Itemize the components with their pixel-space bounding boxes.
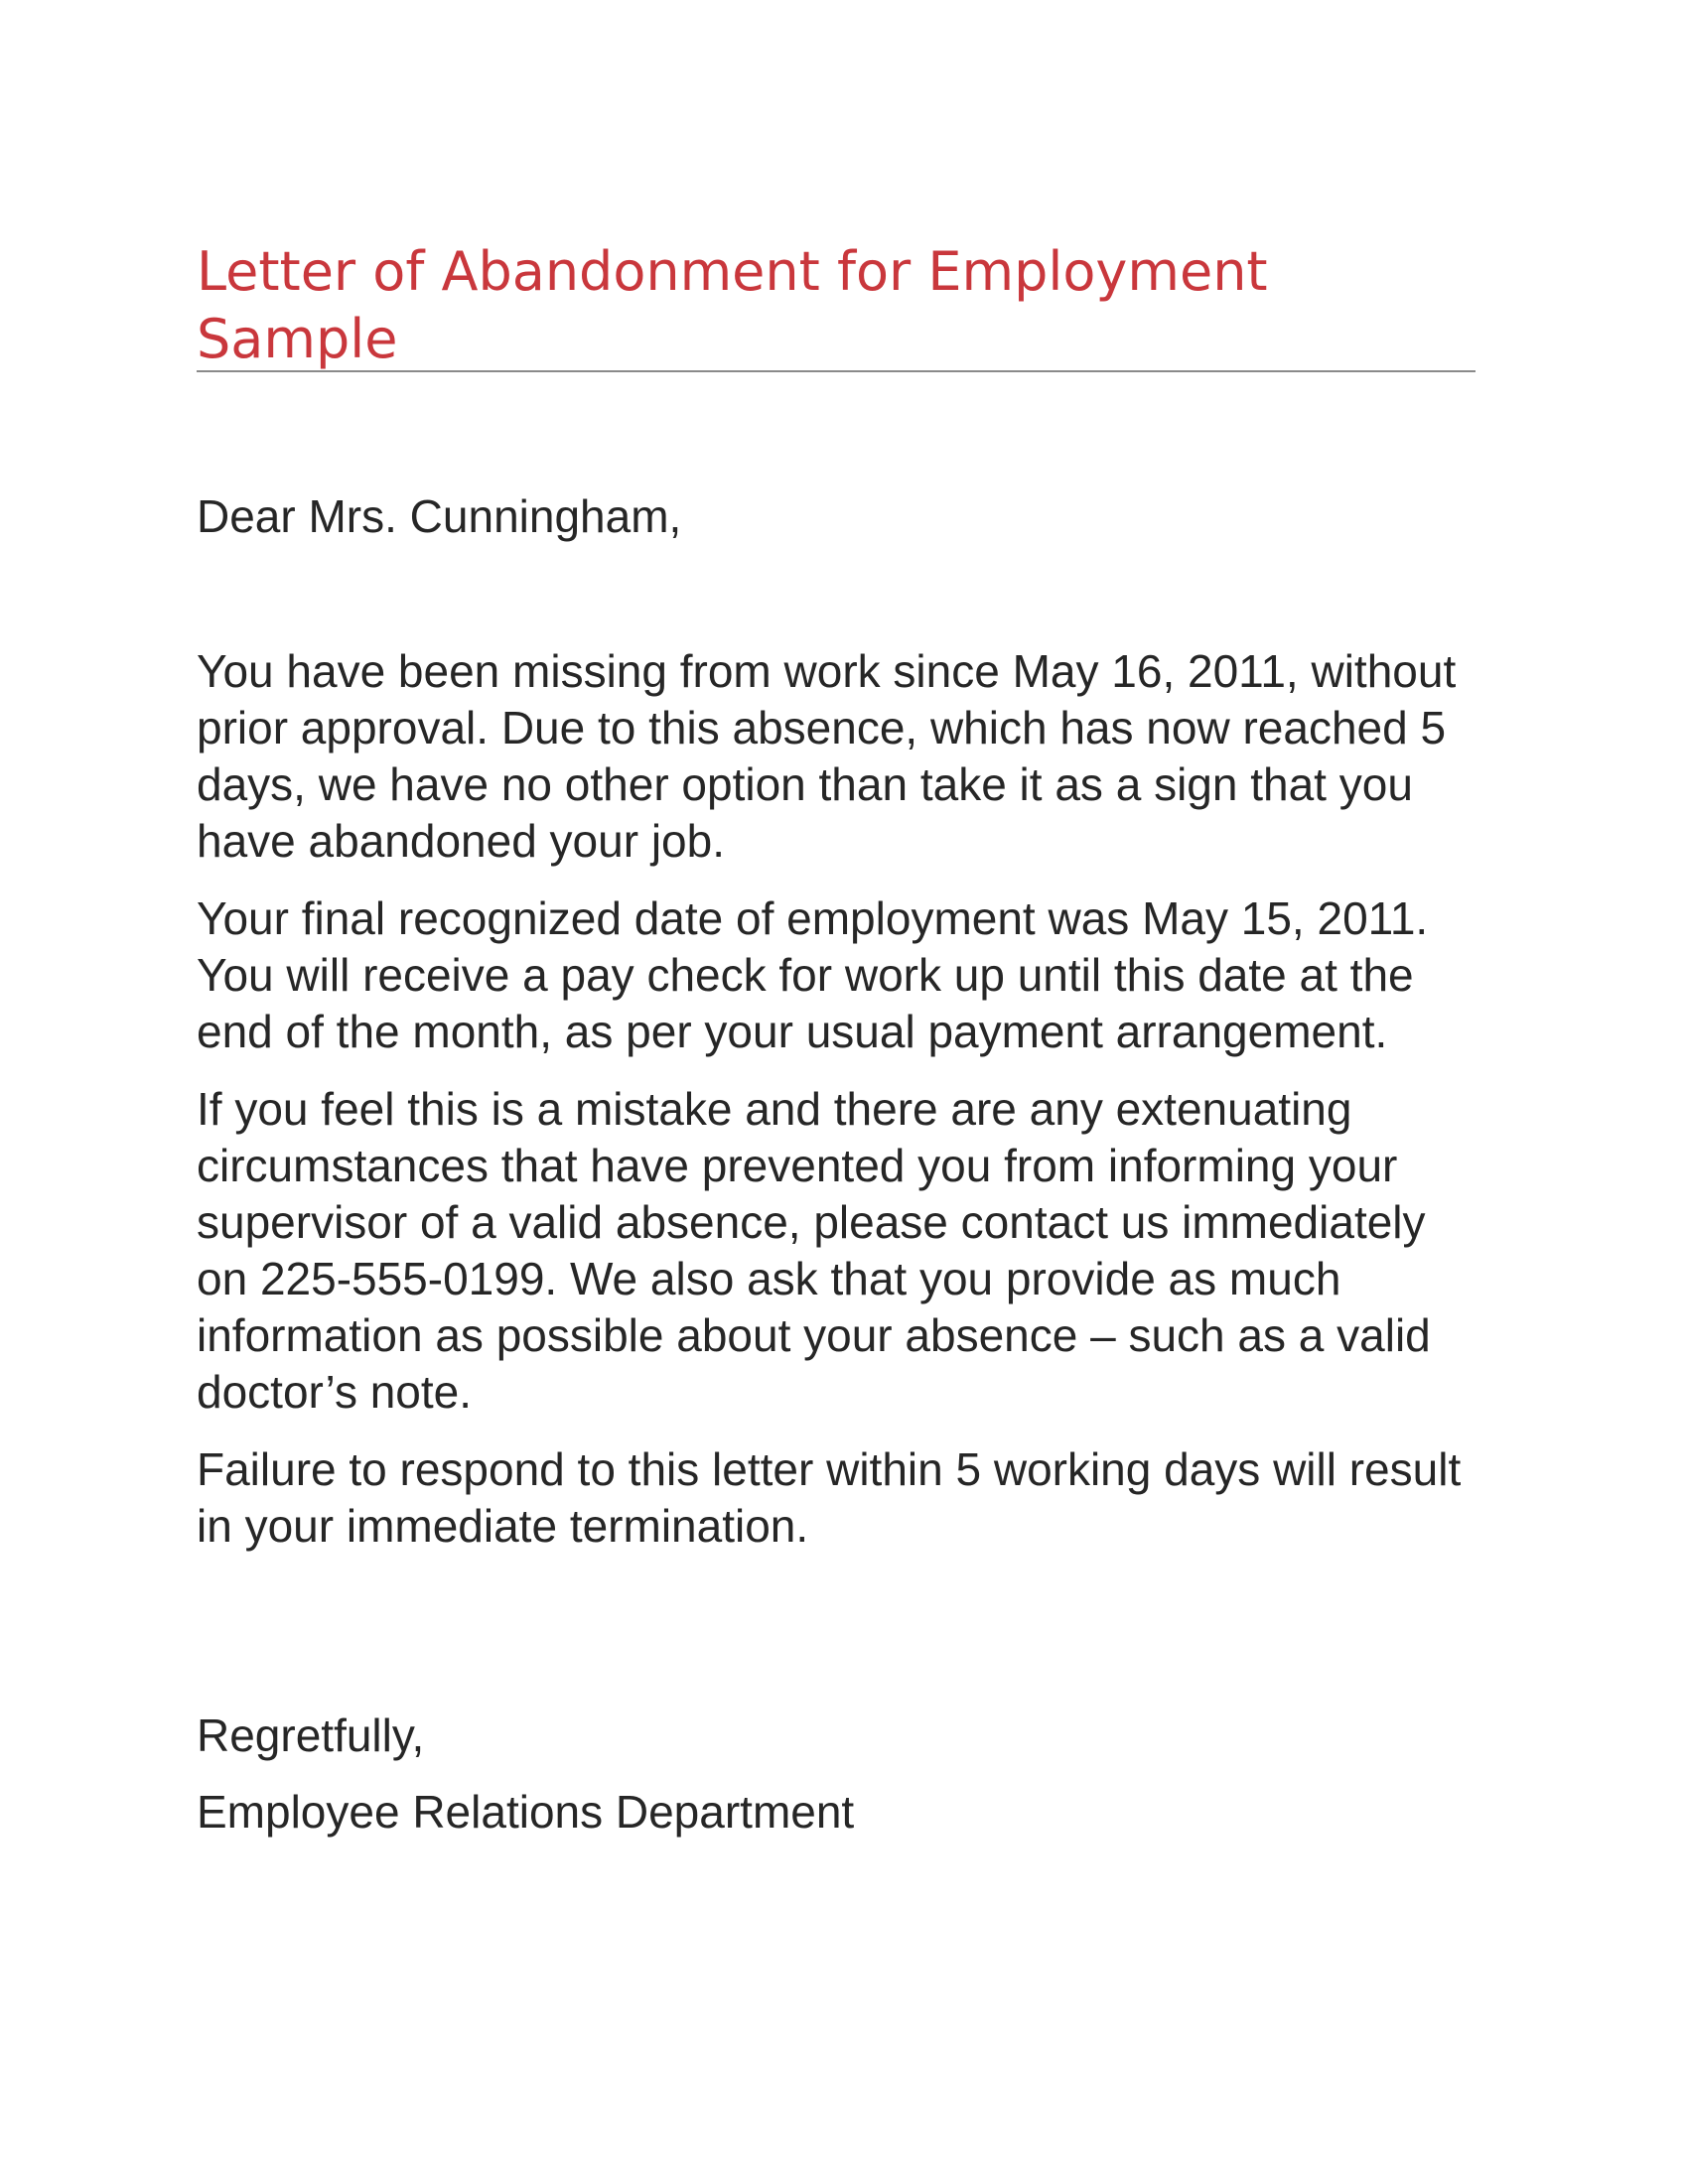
- letter-paragraph-absence: You have been missing from work since May 16, 2011, without prior approval. Due to this absence, which has now reached 5 days, we have no other option than take it as a sign that you have abandoned your job.: [197, 645, 1457, 867]
- letter-body: [197, 643, 1477, 1575]
- letter-paragraph-final-date: Your final recognized date of employment was May 15, 2011. You will receive a pay check for work up until this date at the end of the month, as per your usual payment arrangement.: [197, 892, 1429, 1057]
- title-divider: [197, 370, 1476, 372]
- letter-greeting: Dear Mrs. Cunningham,: [197, 490, 682, 542]
- letter-signature: Employee Relations Department: [197, 1786, 855, 1838]
- letter-paragraph-warning: Failure to respond to this letter within 5 working days will result in your immediate termination.: [197, 1443, 1462, 1552]
- document-title: Letter of Abandonment for Employment Sample: [197, 240, 1268, 370]
- letter-paragraph-contact: If you feel this is a mistake and there are any extenuating circumstances that have prevented you from informing your supervisor of a valid absence, please contact us immediately on 225-555-0199. We also ask that you provide as much information as possible about your absence – such as a valid doctor’s note.: [197, 1083, 1431, 1418]
- letter-closing: Regretfully,: [197, 1709, 425, 1761]
